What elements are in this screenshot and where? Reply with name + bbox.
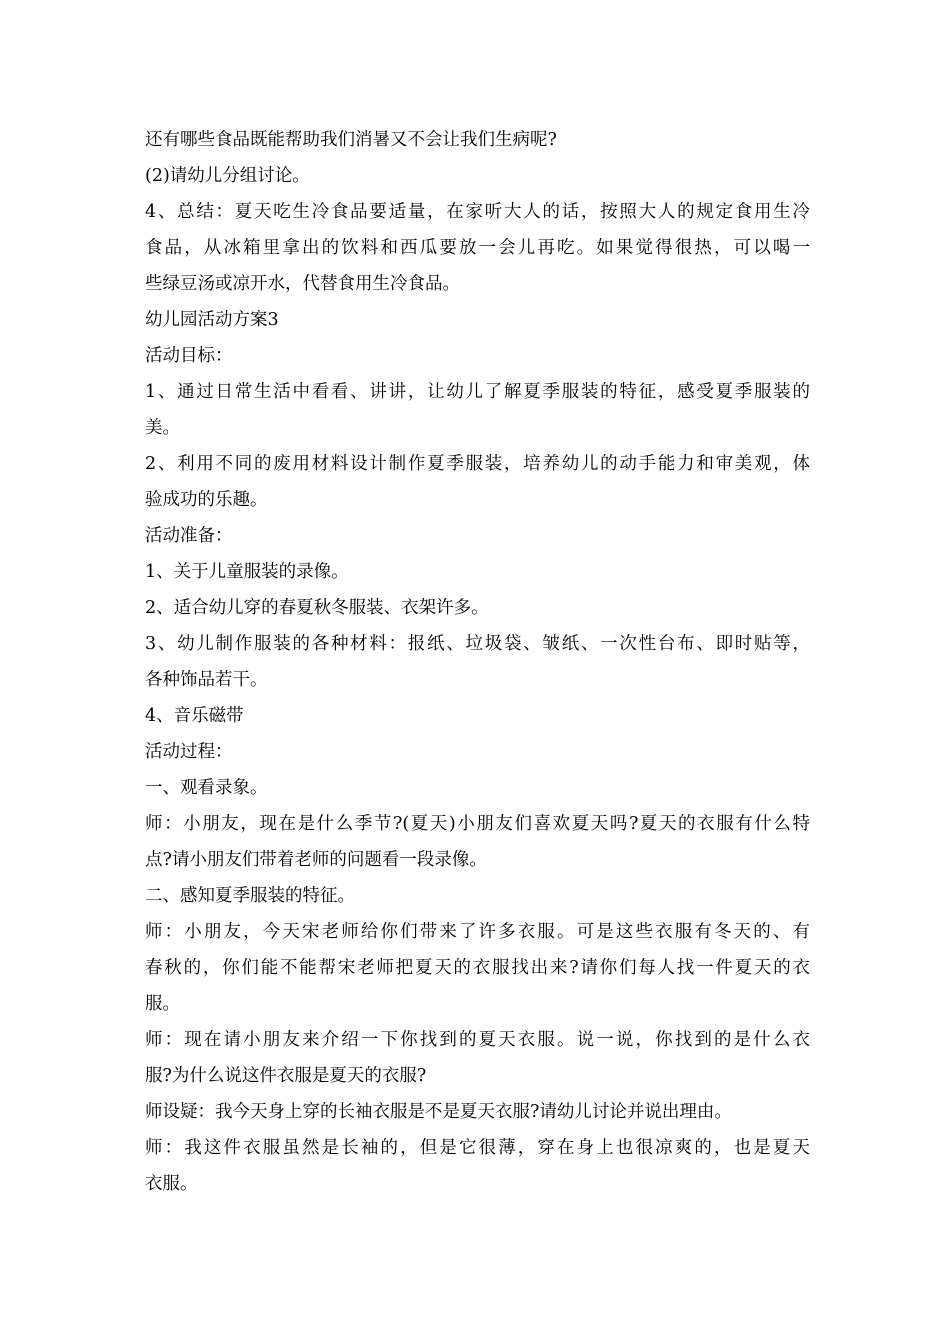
text-line: 师：小朋友，今天宋老师给你们带来了许多衣服。可是这些衣服有冬天的、有 — [145, 922, 810, 942]
text-line: 2、利用不同的废用材料设计制作夏季服装，培养幼儿的动手能力和审美观，体 — [145, 454, 810, 474]
text-line: (2)请幼儿分组讨论。 — [145, 166, 310, 186]
text-line: 还有哪些食品既能帮助我们消暑又不会让我们生病呢? — [145, 130, 557, 150]
text-line: 4、总结：夏天吃生冷食品要适量，在家听大人的话，按照大人的规定食用生冷 — [145, 202, 810, 222]
section-heading: 幼儿园活动方案3 — [145, 310, 279, 330]
text-line: 点?请小朋友们带着老师的问题看一段录像。 — [145, 850, 487, 870]
text-line: 些绿豆汤或凉开水，代替食用生冷食品。 — [145, 274, 460, 294]
text-line: 服?为什么说这件衣服是夏天的衣服? — [145, 1066, 427, 1086]
text-line: 师设疑：我今天身上穿的长袖衣服是不是夏天衣服?请幼儿讨论并说出理由。 — [145, 1102, 732, 1122]
text-line: 4、音乐磁带 — [145, 706, 244, 726]
text-line: 一、观看录象。 — [145, 778, 268, 798]
text-line: 2、适合幼儿穿的春夏秋冬服装、衣架许多。 — [145, 598, 489, 618]
subsection-heading: 活动目标： — [145, 346, 233, 366]
text-line: 各种饰品若干。 — [145, 670, 268, 690]
text-line: 食品，从冰箱里拿出的饮料和西瓜要放一会儿再吃。如果觉得很热，可以喝一 — [145, 238, 810, 258]
text-line: 二、感知夏季服装的特征。 — [145, 886, 355, 906]
text-line: 3、幼儿制作服装的各种材料：报纸、垃圾袋、皱纸、一次性台布、即时贴等， — [145, 634, 810, 654]
text-line: 衣服。 — [145, 1174, 198, 1194]
document-body — [145, 122, 810, 1202]
text-line: 服。 — [145, 994, 180, 1014]
text-line: 1、通过日常生活中看看、讲讲，让幼儿了解夏季服装的特征，感受夏季服装的 — [145, 382, 810, 402]
text-line: 美。 — [145, 418, 180, 438]
text-line: 春秋的，你们能不能帮宋老师把夏天的衣服找出来?请你们每人找一件夏天的衣 — [145, 958, 810, 978]
text-line: 师：我这件衣服虽然是长袖的，但是它很薄，穿在身上也很凉爽的，也是夏天 — [145, 1138, 810, 1158]
subsection-heading: 活动准备： — [145, 526, 233, 546]
text-line: 1、关于儿童服装的录像。 — [145, 562, 349, 582]
text-line: 师：小朋友，现在是什么季节?(夏天)小朋友们喜欢夏天吗?夏天的衣服有什么特 — [145, 814, 810, 834]
text-line: 师：现在请小朋友来介绍一下你找到的夏天衣服。说一说，你找到的是什么衣 — [145, 1030, 810, 1050]
text-line: 验成功的乐趣。 — [145, 490, 268, 510]
subsection-heading: 活动过程： — [145, 742, 233, 762]
